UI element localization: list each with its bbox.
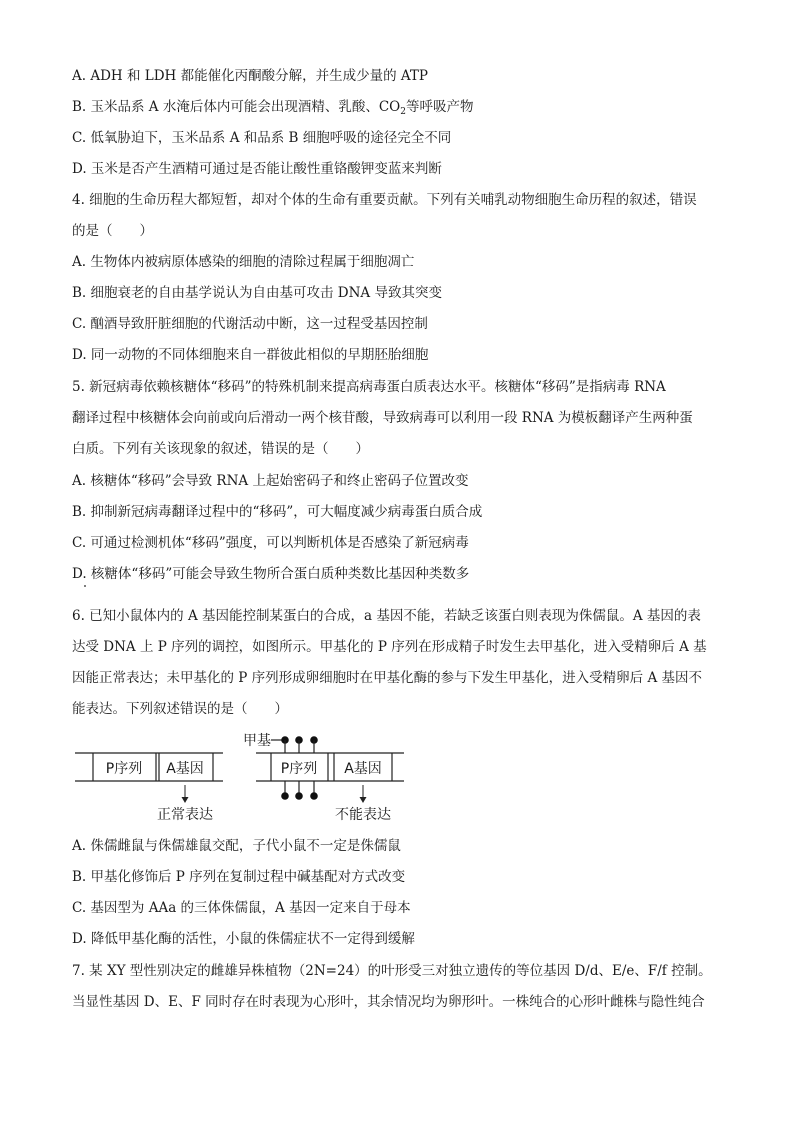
q4-stem-line-1: 4. 细胞的生命历程大都短暂，却对个体的生命有重要贡献。下列有关哺乳动物细胞生命历程的叙述，错误 bbox=[72, 192, 697, 208]
methyl-label: 甲基 bbox=[243, 733, 271, 749]
q6-option-a: A. 侏儒雌鼠与侏儒雄鼠交配，子代小鼠不一定是侏儒鼠 bbox=[72, 838, 401, 854]
q5-stem-line-1: 5. 新冠病毒依赖核糖体“移码”的特殊机制来提高病毒蛋白质表达水平。核糖体“移码”是指病毒 RNA bbox=[72, 379, 666, 395]
q5-stem-line-2: 翻译过程中核糖体会向前或向后滑动一两个核苷酸，导致病毒可以利用一段 RNA 为模板翻译产生两种蛋 bbox=[72, 410, 693, 426]
q4-option-d: D. 同一动物的不同体细胞来自一群彼此相似的早期胚胎细胞 bbox=[72, 347, 429, 363]
q4-option-a: A. 生物体内被病原体感染的细胞的清除过程属于细胞凋亡 bbox=[72, 254, 415, 270]
q5-option-c: C. 可通过检测机体“移码”强度，可以判断机体是否感染了新冠病毒 bbox=[72, 535, 469, 551]
q3-option-b-tail: 等呼吸产物 bbox=[405, 99, 474, 115]
q3-option-b bbox=[72, 97, 473, 117]
q5-option-b: B. 抑制新冠病毒翻译过程中的“移码”，可大幅度减少病毒蛋白质合成 bbox=[72, 504, 483, 520]
q7-stem-line-2: 当显性基因 D、E、F 同时存在时表现为心形叶，其余情况均为卵形叶。一株纯合的心形叶雌株与隐性纯合 bbox=[72, 994, 705, 1010]
q6-methylation-figure bbox=[72, 728, 412, 824]
methyl-group-dot bbox=[281, 792, 289, 800]
q4-stem-line-2: 的是（ ） bbox=[72, 223, 153, 239]
arrow-head bbox=[182, 797, 189, 803]
q4-option-c: C. 酗酒导致肝脏细胞的代谢活动中断，这一过程受基因控制 bbox=[72, 316, 428, 332]
q6-option-c: C. 基因型为 AAa 的三体侏儒鼠，A 基因一定来自于母本 bbox=[72, 900, 411, 916]
methylated-dna-panel bbox=[243, 732, 404, 823]
arrow-head bbox=[360, 797, 367, 803]
unmethylated-dna-panel bbox=[75, 753, 223, 823]
q6-stem-line-1: 6. 已知小鼠体内的 A 基因能控制某蛋白的合成，a 基因不能，若缺乏该蛋白则表现为侏儒鼠。A 基因的表 bbox=[72, 608, 701, 624]
q5-stem-line-3: 白质。下列有关该现象的叙述，错误的是（ ） bbox=[72, 441, 369, 457]
q6-stem-line-4: 能表达。下列叙述错误的是（ ） bbox=[72, 701, 288, 717]
q6-stem-line-2: 达受 DNA 上 P 序列的调控，如图所示。甲基化的 P 序列在形成精子时发生去甲基化，进入受精卵后 A 基 bbox=[72, 639, 707, 655]
q3-option-b-subscript: 2 bbox=[400, 107, 406, 117]
stray-dot bbox=[84, 585, 86, 587]
q5-option-a: A. 核糖体“移码”会导致 RNA 上起始密码子和终止密码子位置改变 bbox=[72, 473, 469, 489]
q5-option-d: D. 核糖体“移码”可能会导致生物所合蛋白质种类数比基因种类数多 bbox=[72, 566, 470, 582]
q3-option-c: C. 低氧胁迫下，玉米品系 A 和品系 B 细胞呼吸的途径完全不同 bbox=[72, 130, 452, 146]
q4-option-b: B. 细胞衰老的自由基学说认为自由基可攻击 DNA 导致其突变 bbox=[72, 285, 442, 301]
bottom-methyl-groups bbox=[281, 781, 318, 800]
left-result-label: 正常表达 bbox=[157, 807, 213, 823]
q3-option-a: A. ADH 和 LDH 都能催化丙酮酸分解，并生成少量的 ATP bbox=[72, 68, 429, 84]
right-p-sequence-label: P序列 bbox=[280, 761, 318, 777]
top-methyl-groups bbox=[281, 736, 318, 753]
q3-option-d: D. 玉米是否产生酒精可通过是否能让酸性重铬酸钾变蓝来判断 bbox=[72, 161, 442, 177]
right-result-label: 不能表达 bbox=[335, 807, 391, 823]
q6-option-b: B. 甲基化修饰后 P 序列在复制过程中碱基配对方式改变 bbox=[72, 869, 406, 885]
q7-stem-line-1: 7. 某 XY 型性别决定的雌雄异株植物（2N=24）的叶形受三对独立遗传的等位基因 D/d、E/e、F/f 控制。 bbox=[72, 963, 712, 979]
methyl-group-dot bbox=[310, 792, 318, 800]
q6-stem-line-3: 因能正常表达；未甲基化的 P 序列形成卵细胞时在甲基化酶的参与下发生甲基化，进入受精卵后 A 基因不 bbox=[72, 670, 702, 686]
q6-option-d: D. 降低甲基化酶的活性，小鼠的侏儒症状不一定得到缓解 bbox=[72, 931, 415, 947]
left-p-sequence-label: P序列 bbox=[105, 761, 143, 777]
left-a-gene-label: A基因 bbox=[166, 761, 204, 777]
right-a-gene-label: A基因 bbox=[344, 761, 382, 777]
q3-option-b-text: B. 玉米品系 A 水淹后体内可能会出现酒精、乳酸、CO bbox=[72, 99, 401, 115]
methyl-group-dot bbox=[295, 792, 303, 800]
